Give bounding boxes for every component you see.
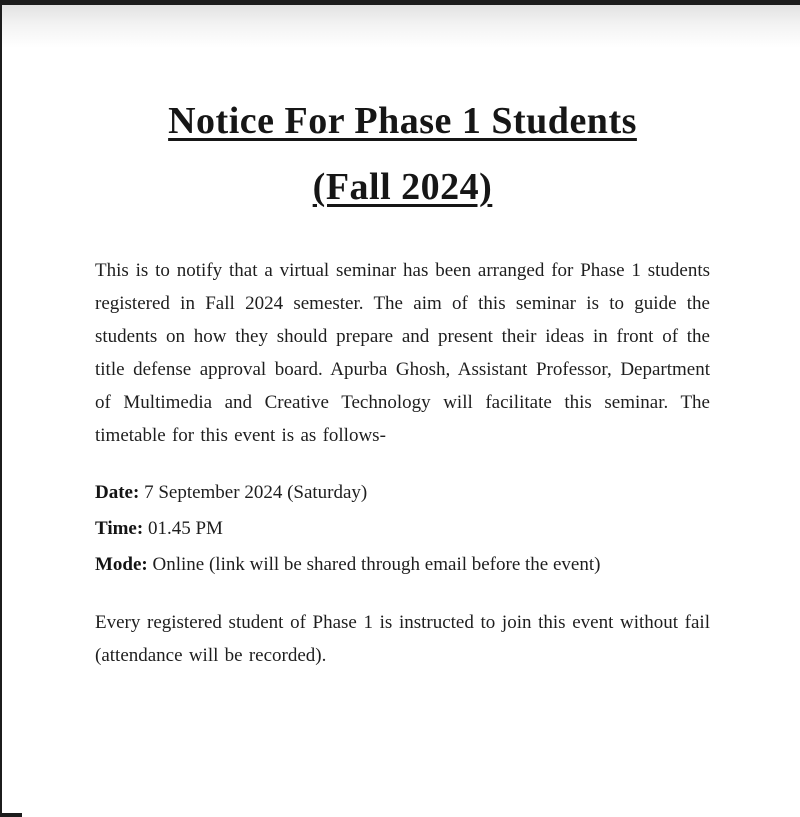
- intro-paragraph: This is to notify that a virtual seminar has been arranged for Phase 1 students registered in Fall 2024 semester. The aim of this seminar is to guide the students on how they should prepare and present their ideas in front of the title defense approval board. Apurba Ghosh, Assistant Professor, Department of Multimedia and Creative Technology will facilitate this seminar. The timetable for this event is as follows-: [95, 260, 710, 446]
- closing-paragraph: Every registered student of Phase 1 is instructed to join this event without fail (attendance will be recorded).: [95, 612, 710, 666]
- notice-title-line1: Notice For Phase 1 Students: [168, 100, 637, 142]
- notice-title: [95, 88, 710, 220]
- window-top-edge-bar: [0, 0, 800, 5]
- date-value: 7 September 2024 (Saturday): [144, 482, 368, 503]
- mode-label: Mode:: [95, 554, 148, 575]
- time-label: Time:: [95, 518, 144, 539]
- event-details: [95, 475, 710, 583]
- page-bottom-left-edge-mark: [0, 813, 22, 817]
- time-value: 01.45 PM: [147, 518, 223, 539]
- page-left-edge-border: [0, 0, 2, 817]
- notice-title-line2: (Fall 2024): [312, 166, 493, 208]
- date-label: Date:: [95, 482, 140, 503]
- detail-row-mode: [95, 547, 710, 583]
- detail-row-date: [95, 475, 710, 511]
- detail-row-time: [95, 511, 710, 547]
- mode-value: Online (link will be shared through email before the event): [152, 554, 601, 575]
